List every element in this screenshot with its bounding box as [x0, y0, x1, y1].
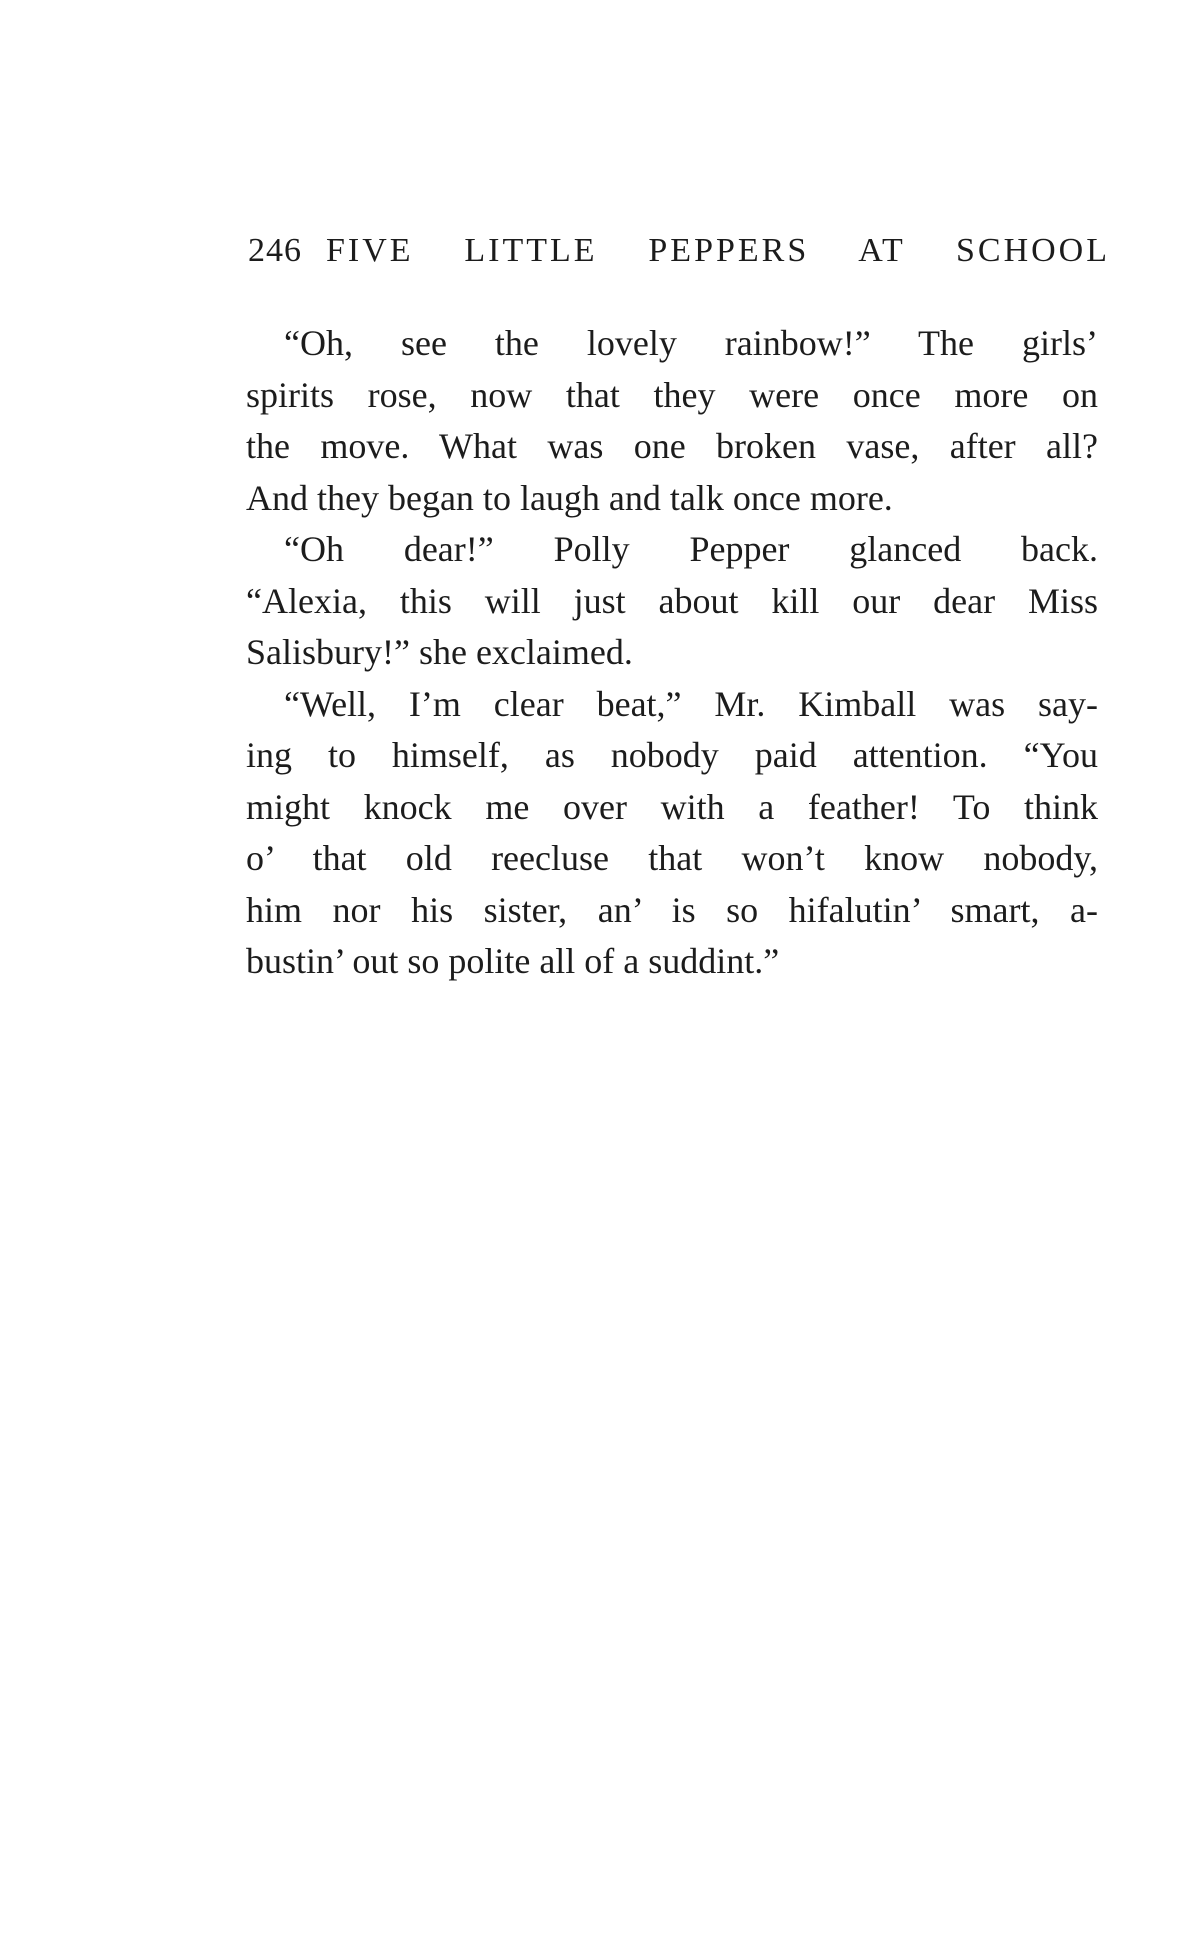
paragraph: [246, 679, 1098, 988]
text-line: the move. What was one broken vase, after all?: [246, 426, 1098, 466]
running-head: [248, 232, 1110, 278]
text-line: might knock me over with a feather! To think: [246, 786, 1098, 827]
text-line: Salisbury!” she exclaimed.: [246, 632, 633, 672]
text-line: “Oh dear!” Polly Pepper glanced back.: [284, 529, 1098, 569]
page-number: 246: [248, 232, 302, 269]
text-line: spirits rose, now that they were once more on: [246, 374, 1098, 415]
paragraph: [246, 318, 1098, 524]
text-line: “Alexia, this will just about kill our dear Miss: [246, 580, 1098, 621]
text-line: bustin’ out so polite all of a suddint.”: [246, 941, 780, 981]
text-line: “Oh, see the lovely rainbow!” The girls’: [284, 323, 1098, 363]
body-text: [246, 318, 1098, 988]
text-line: o’ that old reecluse that won’t know nobody,: [246, 838, 1098, 878]
text-line: him nor his sister, an’ is so hifalutin’ smart, a-: [246, 889, 1098, 930]
text-line: “Well, I’m clear beat,” Mr. Kimball was say-: [284, 683, 1098, 724]
text-line: ing to himself, as nobody paid attention. “You: [246, 735, 1098, 775]
text-line: And they began to laugh and talk once more.: [246, 477, 893, 518]
book-title: FIVE LITTLE PEPPERS AT SCHOOL: [326, 232, 1110, 269]
paragraph: [246, 524, 1098, 679]
